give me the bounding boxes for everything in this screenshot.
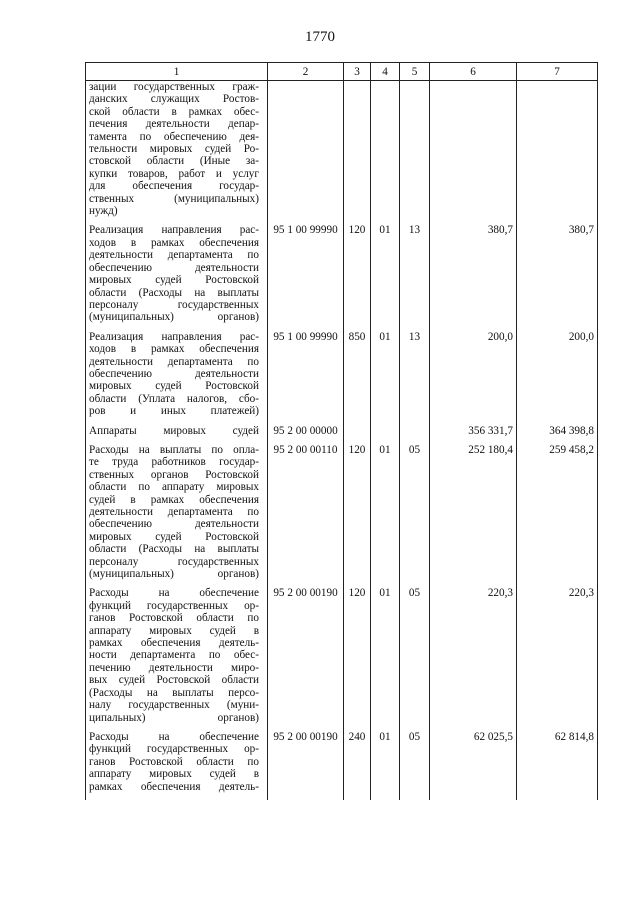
description-line: данских служащих Ростов-: [89, 93, 259, 106]
column-header: 1: [86, 63, 268, 81]
description-line: рамках обеспечения деятель-: [89, 637, 259, 650]
row-description: [86, 444, 268, 587]
description-line: ской области в рамках обес-: [89, 105, 259, 118]
column-header: 3: [344, 63, 371, 81]
table-body: [86, 81, 598, 800]
amount-year-1: 220,3: [430, 587, 517, 730]
description-line: зации государственных граж-: [89, 81, 259, 93]
target-article-code: 95 2 00 00190: [268, 587, 344, 730]
table-row: [86, 81, 598, 225]
description-line: ципальных) органов): [89, 711, 259, 724]
description-line: (муниципальных) органов): [89, 568, 259, 581]
column-header: 7: [517, 63, 598, 81]
section-code: 01: [371, 444, 400, 587]
expense-type-code: 120: [344, 224, 371, 330]
description-line: судей в рамках обеспечения: [89, 493, 259, 506]
description-line: мировых судей Ростовской: [89, 530, 259, 543]
amount-year-1: 62 025,5: [430, 731, 517, 800]
row-description: [86, 224, 268, 330]
description-line: для обеспечения государ-: [89, 180, 259, 193]
description-line: ходов в рамках обеспечения: [89, 343, 259, 356]
subsection-code: 05: [400, 587, 430, 730]
amount-year-1: 200,0: [430, 331, 517, 425]
description-line: обеспечению деятельности: [89, 367, 259, 380]
amount-year-1: 252 180,4: [430, 444, 517, 587]
description-line: (Расходы на выплаты персо-: [89, 686, 259, 699]
amount-year-2: 259 458,2: [517, 444, 598, 587]
description-line: печению деятельности миро-: [89, 661, 259, 674]
description-line: вых судей Ростовской области: [89, 674, 259, 687]
amount-year-2: 200,0: [517, 331, 598, 425]
row-description: [86, 587, 268, 730]
description-line: нужд): [89, 205, 118, 218]
description-line: ходов в рамках обеспечения: [89, 236, 259, 249]
subsection-code: 13: [400, 224, 430, 330]
amount-year-1: 380,7: [430, 224, 517, 330]
target-article-code: 95 2 00 00190: [268, 731, 344, 800]
subsection-code: 13: [400, 331, 430, 425]
section-code: 01: [371, 331, 400, 425]
description-line: персоналу государственных: [89, 298, 259, 311]
description-line: мировых судей Ростовской: [89, 274, 259, 287]
amount-year-2: 220,3: [517, 587, 598, 730]
expense-type-code: [344, 425, 371, 444]
target-article-code: 95 2 00 00000: [268, 425, 344, 444]
row-description: [86, 425, 268, 444]
page-number: 1770: [305, 29, 335, 45]
description-line: деятельности департамента по: [89, 506, 259, 518]
description-line: деятельности департамента по: [89, 355, 259, 368]
description-line: аппарату мировых судей в: [89, 624, 259, 637]
row-description: [86, 81, 268, 225]
description-line: аппарату мировых судей в: [89, 768, 259, 781]
description-line: функций государственных ор-: [89, 599, 259, 612]
subsection-code: [400, 425, 430, 444]
subsection-code: 05: [400, 444, 430, 587]
description-line: ров и иных платежей): [89, 405, 259, 418]
section-code: 01: [371, 224, 400, 330]
description-line: мировых судей Ростовской: [89, 380, 259, 393]
description-line: налу государственных (муни-: [89, 699, 259, 712]
description-line: персоналу государственных: [89, 555, 259, 568]
table-row: [86, 731, 598, 800]
target-article-code: 95 1 00 99990: [268, 331, 344, 425]
description-line: купки товаров, работ и услуг: [89, 167, 259, 180]
description-line: ности департамента по обес-: [89, 649, 259, 662]
description-line: области (Расходы на выплаты: [89, 543, 259, 556]
amount-year-2: 62 814,8: [517, 731, 598, 800]
row-description: [86, 731, 268, 800]
description-line: деятельности департамента по: [89, 249, 259, 262]
expense-type-code: 850: [344, 331, 371, 425]
amount-year-1: [430, 81, 517, 225]
section-code: [371, 425, 400, 444]
description-line: тамента по обеспечению дея-: [89, 130, 259, 143]
budget-table: [85, 62, 598, 800]
description-line: ственных органов Ростовской: [89, 468, 259, 481]
target-article-code: 95 2 00 00110: [268, 444, 344, 587]
section-code: 01: [371, 731, 400, 800]
description-line: ственных (муниципальных): [89, 192, 259, 205]
description-line: Аппараты мировых судей: [89, 424, 259, 437]
column-number-row: [86, 63, 598, 81]
description-line: Расходы на выплаты по опла-: [89, 443, 259, 456]
description-line: (муниципальных) органов): [89, 311, 259, 324]
column-header: 4: [371, 63, 400, 81]
expense-type-code: [344, 81, 371, 225]
target-article-code: 95 1 00 99990: [268, 224, 344, 330]
column-header: 6: [430, 63, 517, 81]
column-header: 2: [268, 63, 344, 81]
description-line: области (Расходы на выплаты: [89, 286, 259, 299]
row-description: [86, 331, 268, 425]
subsection-code: 05: [400, 731, 430, 800]
description-line: стовской области (Иные за-: [89, 155, 259, 168]
description-line: печения деятельности депар-: [89, 118, 259, 131]
description-line: Реализация направления рас-: [89, 224, 259, 237]
amount-year-2: 380,7: [517, 224, 598, 330]
description-line: области по аппарату мировых: [89, 481, 259, 494]
section-code: [371, 81, 400, 225]
description-line: тельности мировых судей Ро-: [89, 143, 259, 156]
expense-type-code: 120: [344, 587, 371, 730]
section-code: 01: [371, 587, 400, 730]
description-line: ганов Ростовской области по: [89, 612, 259, 625]
description-line: Расходы на обеспечение: [89, 587, 259, 600]
table-row: [86, 331, 598, 425]
amount-year-2: 364 398,8: [517, 425, 598, 444]
amount-year-1: 356 331,7: [430, 425, 517, 444]
expense-type-code: 120: [344, 444, 371, 587]
amount-year-2: [517, 81, 598, 225]
subsection-code: [400, 81, 430, 225]
description-line: рамках обеспечения деятель-: [89, 780, 259, 793]
description-line: те труда работников государ-: [89, 456, 259, 469]
column-header: 5: [400, 63, 430, 81]
table-row: [86, 425, 598, 444]
table-row: [86, 587, 598, 730]
description-line: обеспечению деятельности: [89, 518, 259, 531]
description-line: функций государственных ор-: [89, 743, 259, 756]
table-row: [86, 444, 598, 587]
description-line: Расходы на обеспечение: [89, 730, 259, 743]
description-line: ганов Ростовской области по: [89, 755, 259, 768]
expense-type-code: 240: [344, 731, 371, 800]
target-article-code: [268, 81, 344, 225]
description-line: обеспечению деятельности: [89, 261, 259, 274]
description-line: области (Уплата налогов, сбо-: [89, 392, 259, 405]
table-row: [86, 224, 598, 330]
description-line: Реализация направления рас-: [89, 330, 259, 343]
